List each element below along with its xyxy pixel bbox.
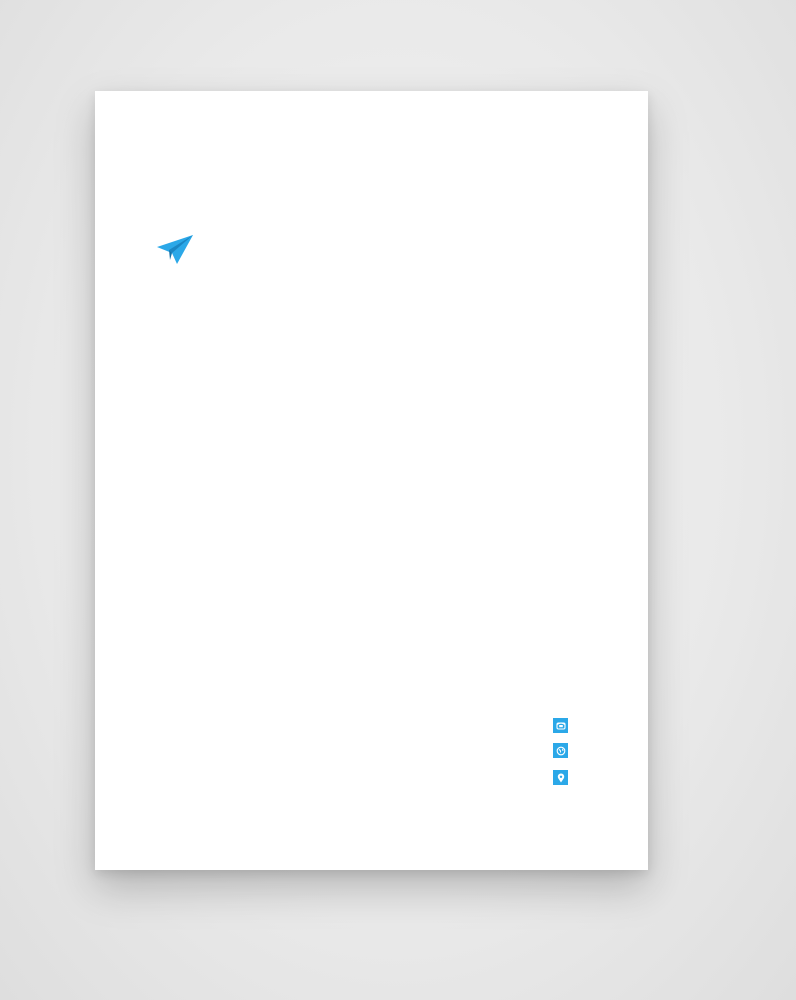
- contact-website: [158, 355, 174, 365]
- phone-icon: [553, 718, 568, 733]
- paper-plane-logo-icon: [155, 233, 195, 267]
- letterhead-page: [95, 91, 648, 870]
- globe-icon: [553, 743, 568, 758]
- contact-address: [158, 342, 174, 352]
- stock-id: [8, 763, 38, 903]
- contact-phone: [158, 369, 174, 379]
- location-pin-icon: [553, 770, 568, 785]
